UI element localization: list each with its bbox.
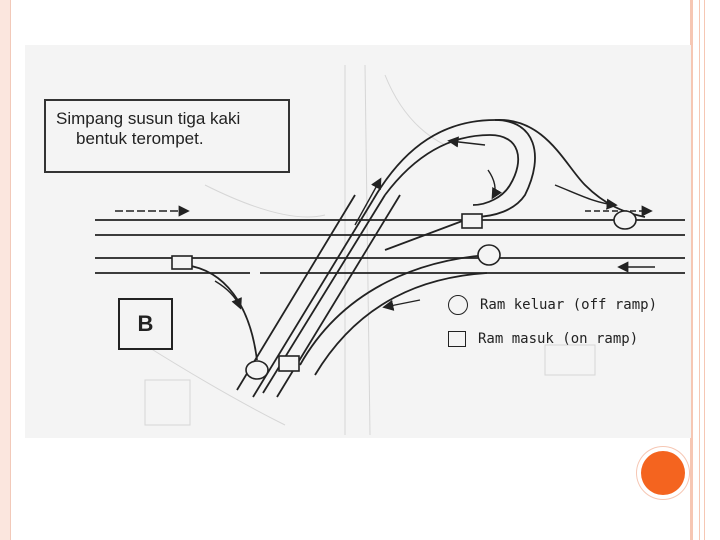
lower-right-arrow [385, 300, 420, 307]
legend-on-ramp [448, 328, 638, 350]
legend-off-ramp-label: Ram keluar (off ramp) [480, 297, 658, 313]
on-ramp-marker [172, 256, 192, 269]
on-ramp-marker [279, 356, 299, 371]
loop-arrow [450, 141, 485, 145]
loop-inner-arrow [488, 170, 495, 197]
interchange-diagram [25, 45, 691, 438]
slide-left-border [0, 0, 11, 540]
circle-legend-symbol [448, 295, 468, 315]
lower-left-arrow [215, 281, 240, 307]
diagram-title-line-2: bentuk terompet. [76, 129, 204, 148]
off-ramp-marker [614, 211, 636, 229]
panel-label-box [118, 298, 173, 350]
off-ramp-marker [478, 245, 500, 265]
legend-off-ramp [448, 294, 657, 316]
legend-on-ramp-label: Ram masuk (on ramp) [478, 331, 639, 347]
trumpet-loop [373, 120, 645, 250]
diagram-title-line-1: Simpang susun tiga kaki [56, 109, 241, 128]
off-ramp-marker [246, 361, 268, 379]
slide-accent-circle [641, 451, 685, 495]
on-ramp-marker [462, 214, 482, 228]
diagram-title-box [44, 99, 290, 173]
lower-left-ramp [185, 265, 257, 360]
slide-right-border [690, 0, 720, 540]
square-legend-symbol [448, 331, 466, 347]
panel-label: B [137, 311, 154, 336]
